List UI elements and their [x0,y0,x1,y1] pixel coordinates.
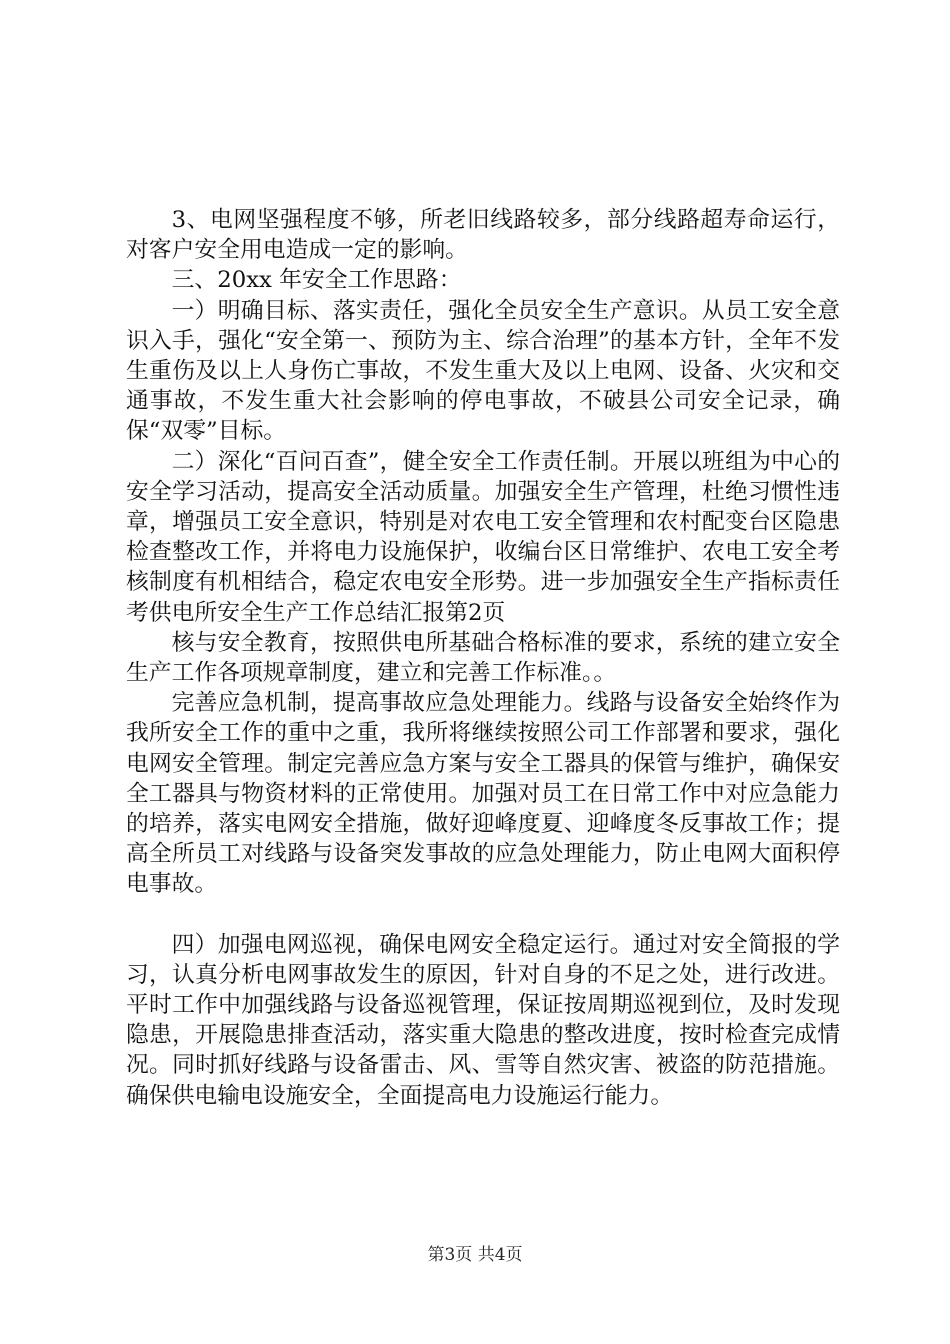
paragraph-safety-education: 核与安全教育，按照供电所基础合格标准的要求，系统的建立安全生产工作各项规章制度，建立和完善工作标准。。 [126,629,840,687]
paragraph-emergency-mechanism: 完善应急机制，提高事故应急处理能力。线路与设备安全始终作为我所安全工作的重中之重，我所将继续按照公司工作部署和要求，强化电网安全管理。制定完善应急方案与安全工器具的保管与维护，确保安全工器具与物资材料的正常使用。加强对员工在日常工作中对应急能力的培养，落实电网安全措施，做好迎峰度夏、迎峰度冬反事故工作；提高全所员工对线路与设备突发事故的应急处理能力，防止电网大面积停电事故。 [126,690,840,898]
paragraph-responsibility-system: 二）深化“百问百查”，健全安全工作责任制。开展以班组为中心的安全学习活动，提高安全活动质量。加强安全生产管理，杜绝习惯性违章，增强员工安全意识，特别是对农电工安全管理和农村配变台区隐患检查整改工作，并将电力设施保护，收编台区日常维护、农电工安全考核制度有机相结合，稳定农电安全形势。进一步加强安全生产指标责任考供电所安全生产工作总结汇报第2页 [126,448,840,626]
paragraph-grid-strength: 3、电网坚强程度不够，所老旧线路较多，部分线路超寿命运行，对客户安全用电造成一定的影响。 [126,207,840,264]
section-heading-work-plan: 三、20xx 年安全工作思路： [171,267,462,294]
paragraph-goals-responsibility: 一）明确目标、落实责任，强化全员安全生产意识。从员工安全意识入手，强化“安全第一、预防为主、综合治理”的基本方针，全年不发生重伤及以上人身伤亡事故，不发生重大及以上电网、设备、火灾和交通事故，不发生重大社会影响的停电事故，不破县公司安全记录，确保“双零”目标。 [126,297,840,445]
document-body [126,205,840,1111]
paragraph-grid-inspection: 四）加强电网巡视，确保电网安全稳定运行。通过对安全简报的学习，认真分析电网事故发生的原因，针对自身的不足之处，进行改进。平时工作中加强线路与设备巡视管理，保证按周期巡视到位，及时发现隐患，开展隐患排查活动，落实重大隐患的整改进度，按时检查完成情况。同时抓好线路与设备雷击、风、雪等自然灾害、被盗的防范措施。确保供电输电设施安全，全面提高电力设施运行能力。 [126,931,840,1109]
page-number-footer: 第3页 共4页 [427,1245,523,1265]
